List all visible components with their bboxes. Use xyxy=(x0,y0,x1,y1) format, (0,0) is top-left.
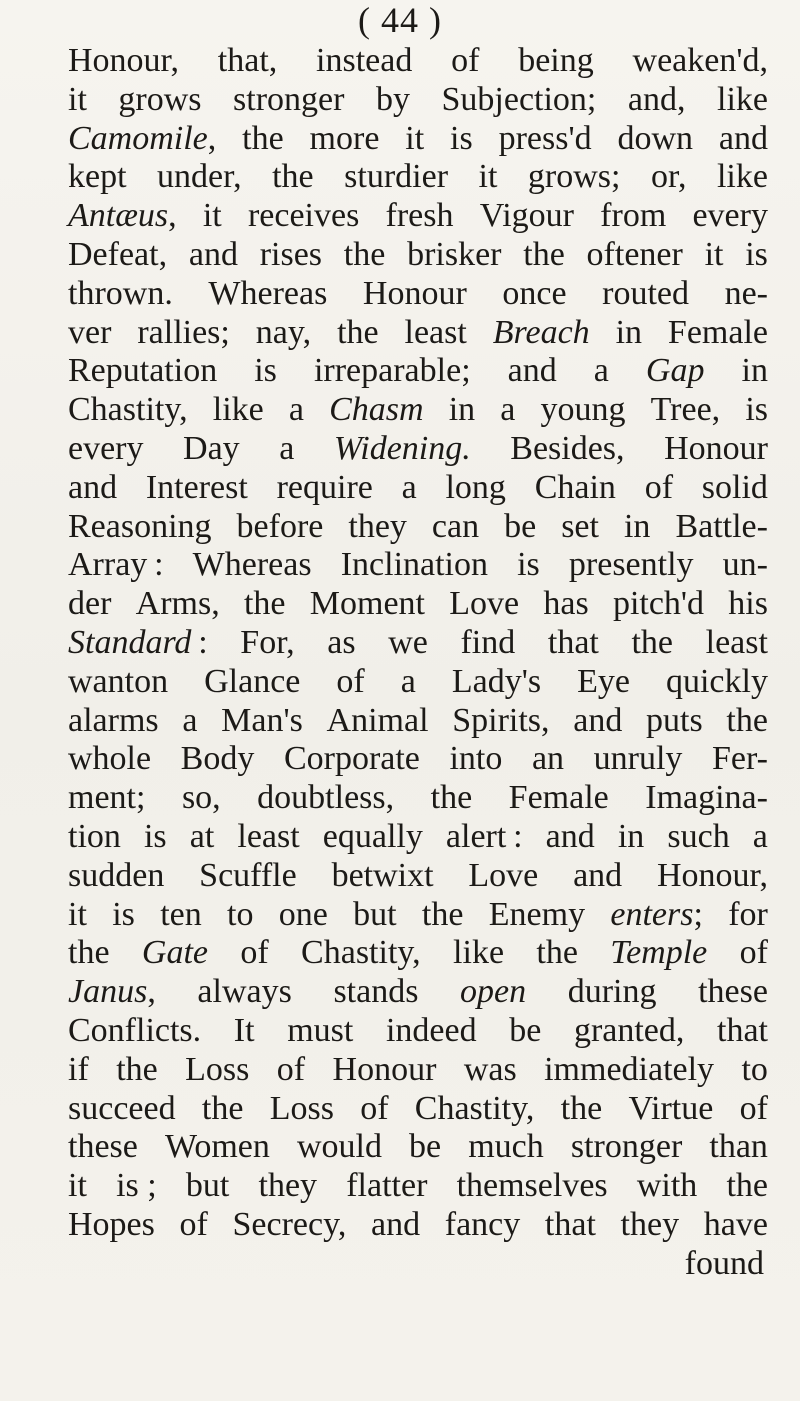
word: being xyxy=(518,42,594,79)
word: was xyxy=(463,1050,517,1088)
word: be xyxy=(509,1011,542,1049)
text-line xyxy=(68,42,768,81)
text-line xyxy=(68,430,768,469)
word: we xyxy=(388,623,428,661)
word: enters; xyxy=(610,895,703,933)
word: Chastity, xyxy=(414,1089,535,1127)
word: least xyxy=(237,817,300,855)
word: stronger xyxy=(233,80,345,118)
word: a xyxy=(400,662,416,700)
word: betwixt xyxy=(331,856,434,894)
word: Chastity, xyxy=(68,391,188,429)
word: in xyxy=(617,817,645,855)
word: Chastity, xyxy=(301,934,421,972)
word: whole xyxy=(68,740,152,778)
word: Tree, xyxy=(650,391,721,429)
word: weaken'd, xyxy=(632,42,768,79)
word: is xyxy=(254,352,277,390)
word: of xyxy=(240,934,269,972)
word: such xyxy=(667,817,730,855)
word: that xyxy=(547,623,599,661)
text-line xyxy=(68,818,768,857)
word: fresh xyxy=(385,197,454,235)
word: but xyxy=(353,895,397,933)
word: and xyxy=(371,1205,421,1243)
word: Temple xyxy=(610,934,708,972)
word: under, xyxy=(157,158,242,196)
word: have xyxy=(703,1205,768,1243)
word: Whereas xyxy=(192,546,312,584)
word: is xyxy=(112,895,135,933)
word: Corporate xyxy=(283,740,420,778)
text-line xyxy=(68,740,768,779)
word: it xyxy=(68,1167,87,1205)
word: open xyxy=(460,973,527,1011)
word: than xyxy=(709,1128,768,1166)
word: of xyxy=(336,662,365,700)
word: of xyxy=(360,1089,389,1127)
text-line xyxy=(68,1206,768,1245)
text-line xyxy=(68,1245,768,1284)
word: Secrecy, xyxy=(232,1205,347,1243)
word: Love xyxy=(468,856,539,894)
word: the xyxy=(201,1089,244,1127)
word: Defeat, xyxy=(68,235,168,273)
word: can xyxy=(431,507,480,545)
word: set xyxy=(561,507,599,545)
text-line xyxy=(68,508,768,547)
word: grows xyxy=(118,80,202,118)
word: immediately xyxy=(544,1050,715,1088)
word: is xyxy=(143,817,167,855)
word: to xyxy=(227,895,254,933)
word: Reputation xyxy=(68,352,218,390)
word: require xyxy=(276,468,373,506)
word: that xyxy=(717,1011,768,1049)
word: receives xyxy=(247,197,360,235)
word: of xyxy=(451,42,480,79)
word: in xyxy=(448,391,476,429)
word: a xyxy=(288,391,304,429)
body-text xyxy=(68,42,768,1284)
word: the xyxy=(523,235,565,273)
word: the xyxy=(68,934,110,972)
word: of xyxy=(739,1089,768,1127)
word: alarms xyxy=(68,701,159,739)
word: the xyxy=(536,934,578,972)
word: Gap xyxy=(645,352,705,390)
word: a xyxy=(279,429,295,467)
word: of xyxy=(739,934,768,972)
word: like xyxy=(717,80,768,118)
word: into xyxy=(449,740,503,778)
text-line xyxy=(68,1090,768,1129)
word: Whereas xyxy=(208,274,328,312)
word: alert : xyxy=(445,817,523,855)
word: for xyxy=(728,895,768,933)
word: wanton xyxy=(68,662,169,700)
word: they xyxy=(258,1167,318,1205)
word: the xyxy=(242,119,284,157)
text-line xyxy=(68,236,768,275)
word: long xyxy=(445,468,506,506)
word: grows; xyxy=(527,158,621,196)
text-line xyxy=(68,702,768,741)
word: in xyxy=(623,507,651,545)
text-line xyxy=(68,314,768,353)
word: press'd xyxy=(498,119,592,157)
word: an xyxy=(531,740,565,778)
word: always xyxy=(197,973,292,1011)
word: would xyxy=(296,1128,382,1166)
word: found xyxy=(684,1244,764,1282)
text-line xyxy=(68,624,768,663)
word: more xyxy=(309,119,380,157)
word: that, xyxy=(217,42,278,79)
text-line xyxy=(68,546,768,585)
word: granted, xyxy=(573,1011,685,1049)
word: instead xyxy=(316,42,413,79)
word: sturdier xyxy=(344,158,449,196)
word: Fer- xyxy=(711,740,768,778)
word: Loss xyxy=(185,1050,250,1088)
word: if xyxy=(68,1050,89,1088)
word: is xyxy=(745,235,768,273)
word: at xyxy=(189,817,215,855)
word: Vigour xyxy=(479,197,574,235)
word: and xyxy=(507,352,557,390)
word: it xyxy=(68,80,87,118)
word: Lady's xyxy=(451,662,542,700)
word: during xyxy=(567,973,657,1011)
word: Man's xyxy=(221,701,303,739)
word: is xyxy=(745,391,768,429)
word: Body xyxy=(180,740,255,778)
word: to xyxy=(741,1050,768,1088)
word: be xyxy=(504,507,537,545)
word: these xyxy=(68,1128,138,1166)
word: oftener xyxy=(586,235,683,273)
word: in xyxy=(615,313,643,351)
word: un- xyxy=(722,546,768,584)
word: presently xyxy=(568,546,694,584)
word: down xyxy=(617,119,694,157)
word: the xyxy=(430,779,473,817)
word: his xyxy=(728,585,768,623)
word: Interest xyxy=(145,468,248,506)
word: and, xyxy=(627,80,686,118)
word: one xyxy=(278,895,328,933)
word: a xyxy=(752,817,768,855)
word: flatter xyxy=(346,1167,428,1205)
word: or, xyxy=(650,158,687,196)
word: routed xyxy=(602,274,689,312)
word: is xyxy=(450,119,473,157)
word: a xyxy=(500,391,516,429)
word: For, xyxy=(240,623,295,661)
word: Honour xyxy=(332,1050,437,1088)
word: a xyxy=(593,352,609,390)
word: irreparable; xyxy=(313,352,471,390)
word: Reasoning xyxy=(68,507,212,545)
word: these xyxy=(698,973,768,1011)
word: and xyxy=(718,119,768,157)
word: least xyxy=(705,623,768,661)
word: so, xyxy=(181,779,221,817)
word: like xyxy=(716,158,768,196)
word: it xyxy=(478,158,498,196)
word: Janus, xyxy=(68,973,156,1011)
word: a xyxy=(401,468,417,506)
word: every xyxy=(692,197,768,235)
text-line xyxy=(68,275,768,314)
word: a xyxy=(182,701,198,739)
word: solid xyxy=(701,468,768,506)
text-line xyxy=(68,973,768,1012)
word: stands xyxy=(333,973,419,1011)
word: that xyxy=(544,1205,596,1243)
word: like xyxy=(453,934,505,972)
text-line xyxy=(68,158,768,197)
word: in xyxy=(741,352,768,390)
text-line xyxy=(68,857,768,896)
word: rallies; xyxy=(137,313,230,351)
word: ne- xyxy=(724,274,768,312)
word: as xyxy=(327,623,356,661)
word: Standard : xyxy=(68,623,208,661)
word: pitch'd xyxy=(612,585,705,623)
text-line xyxy=(68,896,768,935)
word: themselves xyxy=(456,1167,608,1205)
word: ver xyxy=(68,313,112,351)
word: Gate xyxy=(141,934,208,972)
word: Battle- xyxy=(675,507,768,545)
word: nay, xyxy=(255,313,312,351)
word: and xyxy=(545,817,595,855)
word: they xyxy=(620,1205,680,1243)
word: kept xyxy=(68,158,127,196)
word: with xyxy=(636,1167,698,1205)
word: stronger xyxy=(570,1128,683,1166)
word: der xyxy=(68,585,112,623)
text-line xyxy=(68,1167,768,1206)
word: Camomile, xyxy=(68,119,217,157)
word: but xyxy=(185,1167,230,1205)
word: puts xyxy=(646,701,703,739)
word: and xyxy=(68,468,118,506)
text-line xyxy=(68,663,768,702)
word: Enemy xyxy=(488,895,586,933)
word: of xyxy=(644,468,674,506)
text-line xyxy=(68,779,768,818)
word: Inclination xyxy=(340,546,488,584)
text-line xyxy=(68,934,768,973)
text-line xyxy=(68,197,768,236)
word: ten xyxy=(160,895,202,933)
text-line xyxy=(68,120,768,159)
word: Glance xyxy=(204,662,301,700)
word: Scuffle xyxy=(199,856,297,894)
text-line xyxy=(68,391,768,430)
word: must xyxy=(287,1011,354,1049)
word: and xyxy=(573,856,623,894)
word: find xyxy=(460,623,516,661)
word: Honour xyxy=(362,274,467,312)
word: Arms, xyxy=(135,585,220,623)
word: like xyxy=(212,391,264,429)
word: Honour xyxy=(664,429,768,467)
word: tion xyxy=(68,817,121,855)
word: the xyxy=(272,158,314,196)
word: the xyxy=(116,1050,158,1088)
text-line xyxy=(68,1012,768,1051)
word: of xyxy=(276,1050,306,1088)
word: Female xyxy=(667,313,768,351)
word: succeed xyxy=(68,1089,176,1127)
word: the xyxy=(243,585,286,623)
word: Antæus, xyxy=(68,197,177,235)
text-line xyxy=(68,585,768,624)
text-line xyxy=(68,1051,768,1090)
word: it xyxy=(704,235,724,273)
word: Chain xyxy=(534,468,616,506)
text-line xyxy=(68,469,768,508)
word: Conflicts. xyxy=(68,1011,202,1049)
page-number: ( 44 ) xyxy=(358,0,442,40)
word: Besides, xyxy=(510,429,625,467)
text-line xyxy=(68,1128,768,1167)
word: the xyxy=(337,313,379,351)
word: it xyxy=(405,119,425,157)
word: is ; xyxy=(116,1167,157,1205)
word: least xyxy=(404,313,467,351)
word: Array : xyxy=(68,546,164,584)
text-line xyxy=(68,352,768,391)
word: Loss xyxy=(269,1089,334,1127)
word: ment; xyxy=(68,779,146,817)
word: thrown. xyxy=(68,274,173,312)
word: of xyxy=(179,1205,208,1243)
word: every xyxy=(68,429,144,467)
word: and xyxy=(188,235,238,273)
word: Subjection; xyxy=(441,80,597,118)
word: from xyxy=(600,197,667,235)
word: once xyxy=(502,274,567,312)
text-line xyxy=(68,81,768,120)
word: doubtless, xyxy=(257,779,395,817)
word: the xyxy=(560,1089,603,1127)
word: Love xyxy=(449,585,520,623)
word: Chasm xyxy=(329,391,424,429)
word: sudden xyxy=(68,856,165,894)
word: it xyxy=(202,197,222,235)
word: Women xyxy=(164,1128,270,1166)
word: equally xyxy=(322,817,423,855)
word: is xyxy=(517,546,540,584)
word: It xyxy=(233,1011,255,1049)
word: by xyxy=(375,80,410,118)
word: Hopes xyxy=(68,1205,155,1243)
word: indeed xyxy=(385,1011,477,1049)
word: Honour, xyxy=(656,856,768,894)
word: rises xyxy=(259,235,323,273)
word: it xyxy=(68,895,87,933)
word: Female xyxy=(508,779,609,817)
word: has xyxy=(543,585,589,623)
word: fancy xyxy=(444,1205,521,1243)
word: unruly xyxy=(593,740,683,778)
word: Moment xyxy=(309,585,425,623)
word: the xyxy=(726,1167,768,1205)
word: the xyxy=(421,895,464,933)
word: quickly xyxy=(665,662,768,700)
word: young xyxy=(540,391,626,429)
word: the xyxy=(726,701,768,739)
word: before xyxy=(236,507,324,545)
word: Spirits, xyxy=(452,701,550,739)
word: and xyxy=(573,701,623,739)
word: Imagina- xyxy=(645,779,768,817)
word: Eye xyxy=(577,662,630,700)
word: Animal xyxy=(326,701,429,739)
word: Breach xyxy=(492,313,590,351)
word: Widening. xyxy=(333,429,471,467)
word: be xyxy=(409,1128,442,1166)
word: Virtue xyxy=(628,1089,714,1127)
word: they xyxy=(348,507,407,545)
word: much xyxy=(468,1128,544,1166)
word: the xyxy=(343,235,386,273)
word: the xyxy=(631,623,674,661)
word: brisker xyxy=(407,235,502,273)
word: Honour, xyxy=(68,42,180,79)
word: Day xyxy=(183,429,240,467)
